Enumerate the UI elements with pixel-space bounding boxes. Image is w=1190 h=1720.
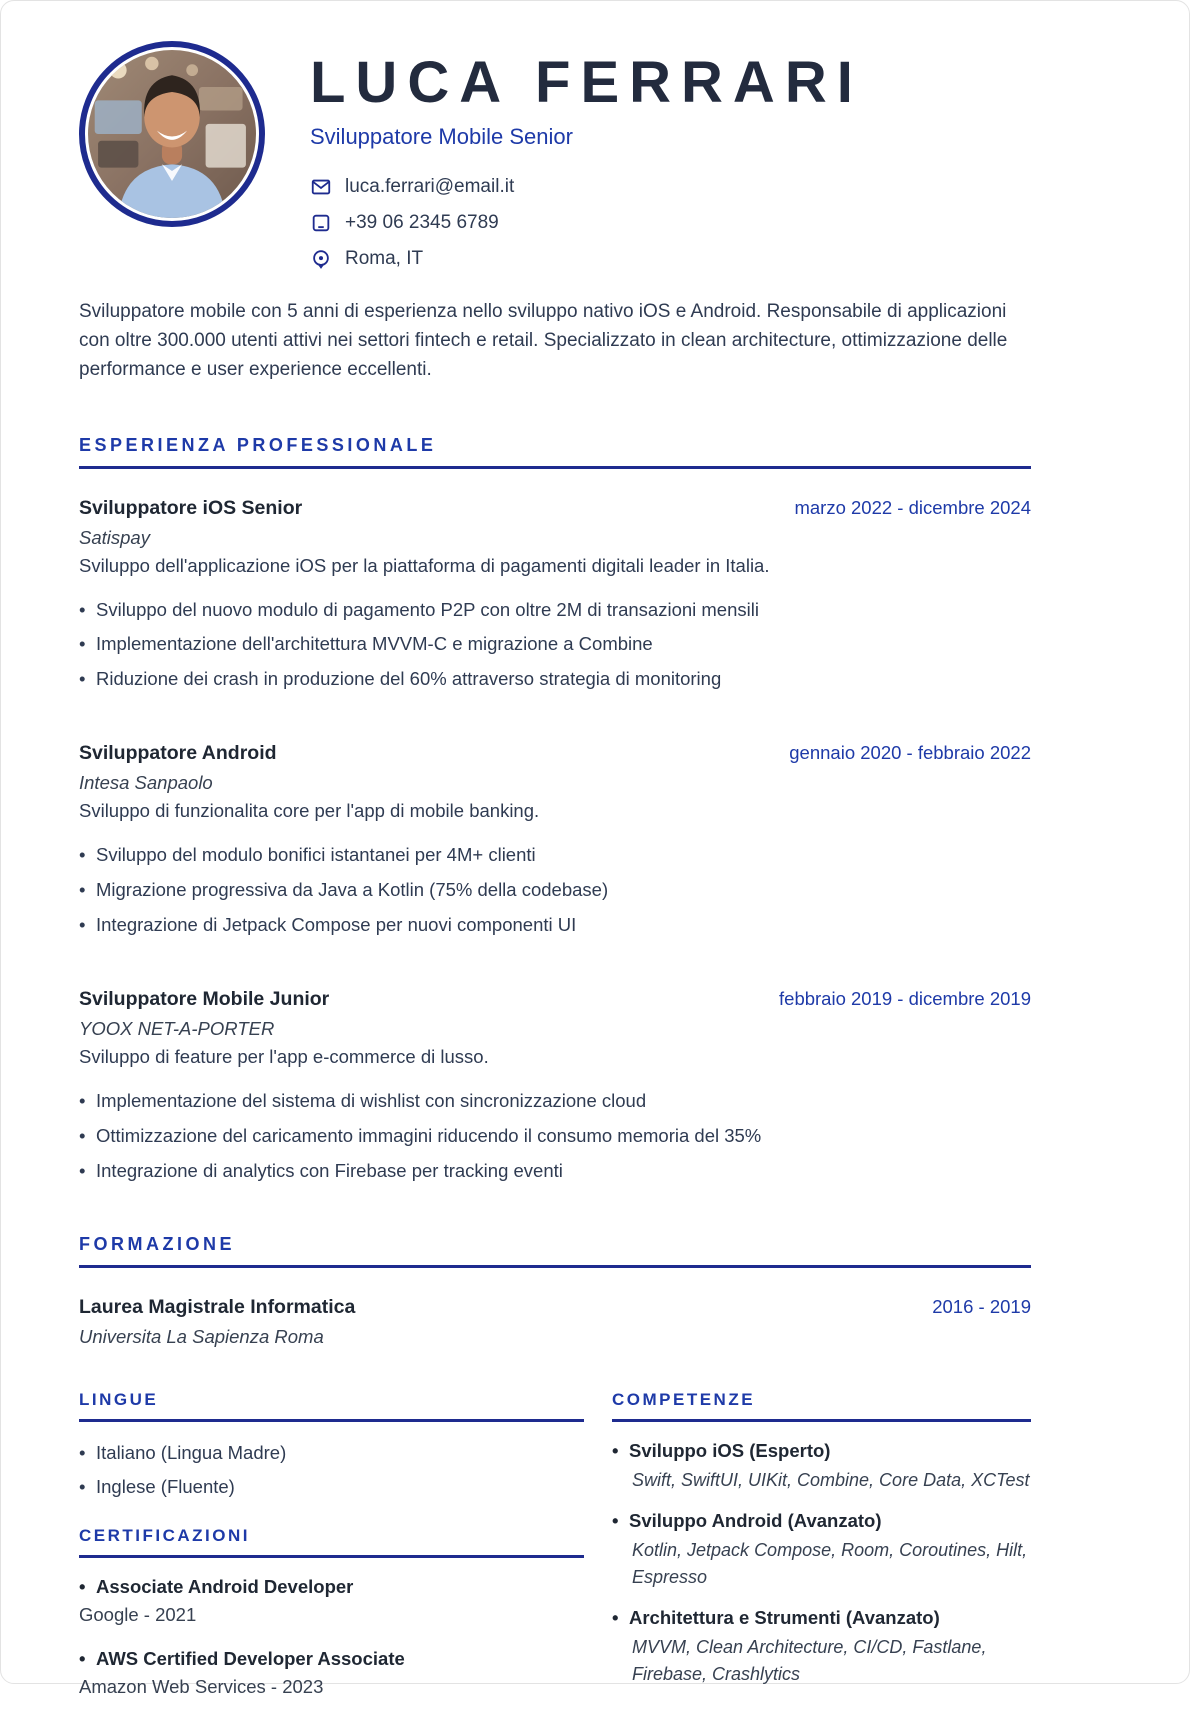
job-bullet: • Sviluppo del nuovo modulo di pagamento P2P con oltre 2M di transazioni mensili — [79, 597, 1031, 623]
language-item: • Italiano (Lingua Madre) — [79, 1440, 584, 1466]
job-title: Sviluppatore Mobile Junior — [79, 987, 330, 1010]
section-divider — [79, 1555, 584, 1558]
job-bullet: • Implementazione dell'architettura MVVM-C e migrazione a Combine — [79, 631, 1031, 657]
header-text — [310, 41, 863, 284]
certification-issuer: Amazon Web Services - 2023 — [79, 1676, 324, 1698]
job-description: Sviluppo di feature per l'app e-commerce di lusso. — [79, 1045, 489, 1067]
section-divider — [612, 1419, 1031, 1422]
certification-issuer: Google - 2021 — [79, 1604, 197, 1626]
skill-detail: Swift, SwiftUI, UIKit, Combine, Core Data, XCTest — [632, 1469, 1030, 1490]
job-dates: gennaio 2020 - febbraio 2022 — [789, 742, 1031, 764]
contact-list — [310, 176, 863, 270]
profile-photo — [79, 41, 265, 227]
contact-phone — [310, 212, 863, 234]
profile-photo-illustration — [88, 50, 256, 218]
education-head — [79, 1296, 1031, 1319]
skill-detail: Kotlin, Jetpack Compose, Room, Coroutines, Hilt, Espresso — [632, 1539, 1028, 1587]
section-experience — [79, 435, 1031, 1184]
job-bullet: • Integrazione di analytics con Firebase per tracking eventi — [79, 1158, 1031, 1184]
skill-name: • Sviluppo iOS (Esperto) — [612, 1440, 1031, 1462]
section-divider — [79, 1419, 584, 1422]
job-dates: marzo 2022 - dicembre 2024 — [794, 496, 1031, 518]
job-company: Intesa Sanpaolo — [79, 772, 213, 794]
skills-heading: COMPETENZE — [612, 1389, 756, 1409]
job-title: Sviluppatore iOS Senior — [79, 496, 303, 519]
job-bullet-list — [79, 597, 1031, 693]
job-bullet: • Sviluppo del modulo bonifici istantanei per 4M+ clienti — [79, 842, 1031, 868]
section-divider — [79, 466, 1031, 469]
job-company: Satispay — [79, 526, 150, 548]
certification-entry — [79, 1648, 584, 1698]
section-languages — [79, 1390, 584, 1501]
professional-summary: Sviluppatore mobile con 5 anni di esperienza nello sviluppo nativo iOS e Android. Responsabile di applicazioni con oltre 300.000 utenti attivi nei settori fintech e retail. Specializzato in clean architecture, ottimizzazione delle performance e user experience eccellenti. — [79, 300, 1008, 380]
experience-heading: ESPERIENZA PROFESSIONALE — [79, 434, 437, 455]
email-icon — [310, 176, 332, 198]
job-bullet: • Integrazione di Jetpack Compose per nuovi componenti UI — [79, 912, 1031, 938]
skill-entry — [612, 1510, 1031, 1591]
job-bullet: • Implementazione del sistema di wishlist con sincronizzazione cloud — [79, 1088, 1031, 1114]
job-head — [79, 742, 1031, 765]
language-list — [79, 1440, 584, 1501]
degree-title: Laurea Magistrale Informatica — [79, 1295, 356, 1318]
job-head — [79, 497, 1031, 520]
bottom-columns — [79, 1390, 1031, 1720]
person-job-title: Sviluppatore Mobile Senior — [310, 123, 573, 149]
job-head — [79, 988, 1031, 1011]
education-dates: 2016 - 2019 — [932, 1295, 1031, 1317]
job-description: Sviluppo di funzionalita core per l'app di mobile banking. — [79, 800, 540, 822]
resume-header — [79, 41, 1031, 284]
section-divider — [79, 1265, 1031, 1268]
section-skills — [612, 1390, 1031, 1688]
skill-name: • Sviluppo Android (Avanzato) — [612, 1510, 1031, 1532]
job-bullet-list — [79, 1088, 1031, 1184]
job-entry — [79, 742, 1031, 938]
job-dates: febbraio 2019 - dicembre 2019 — [779, 987, 1031, 1009]
right-column — [612, 1390, 1031, 1720]
skills-list — [612, 1440, 1031, 1688]
education-heading: FORMAZIONE — [79, 1233, 235, 1254]
location-icon — [310, 248, 332, 270]
skill-name: • Architettura e Strumenti (Avanzato) — [612, 1607, 1031, 1629]
languages-heading: LINGUE — [79, 1389, 159, 1409]
contact-location-text: Roma, IT — [345, 247, 424, 269]
job-bullet: • Riduzione dei crash in produzione del 60% attraverso strategia di monitoring — [79, 666, 1031, 692]
section-education — [79, 1234, 1031, 1348]
job-company: YOOX NET-A-PORTER — [79, 1017, 275, 1039]
skill-entry — [612, 1607, 1031, 1688]
language-item: • Inglese (Fluente) — [79, 1474, 584, 1500]
left-column — [79, 1390, 584, 1720]
phone-icon — [310, 212, 332, 234]
job-description: Sviluppo dell'applicazione iOS per la piattaforma di pagamenti digitali leader in Italia. — [79, 554, 770, 576]
job-entry — [79, 988, 1031, 1184]
job-entry — [79, 497, 1031, 693]
contact-email-text: luca.ferrari@email.it — [345, 175, 515, 197]
certifications-heading: CERTIFICAZIONI — [79, 1526, 250, 1546]
contact-location — [310, 248, 863, 270]
school-name: Universita La Sapienza Roma — [79, 1325, 324, 1347]
skill-entry — [612, 1440, 1031, 1494]
job-bullet: • Ottimizzazione del caricamento immagini riducendo il consumo memoria del 35% — [79, 1123, 1031, 1149]
job-title: Sviluppatore Android — [79, 742, 277, 765]
skill-detail: MVVM, Clean Architecture, CI/CD, Fastlane, Firebase, Crashlytics — [632, 1636, 987, 1684]
certification-entry — [79, 1576, 584, 1626]
contact-email — [310, 176, 863, 198]
contact-phone-text: +39 06 2345 6789 — [345, 211, 499, 233]
education-entry — [79, 1296, 1031, 1348]
person-name: LUCA FERRARI — [310, 50, 863, 115]
section-certifications — [79, 1526, 584, 1698]
job-bullet: • Migrazione progressiva da Java a Kotlin (75% della codebase) — [79, 877, 1031, 903]
job-bullet-list — [79, 842, 1031, 938]
certification-name: • Associate Android Developer — [79, 1576, 584, 1598]
certification-name: • AWS Certified Developer Associate — [79, 1648, 584, 1670]
